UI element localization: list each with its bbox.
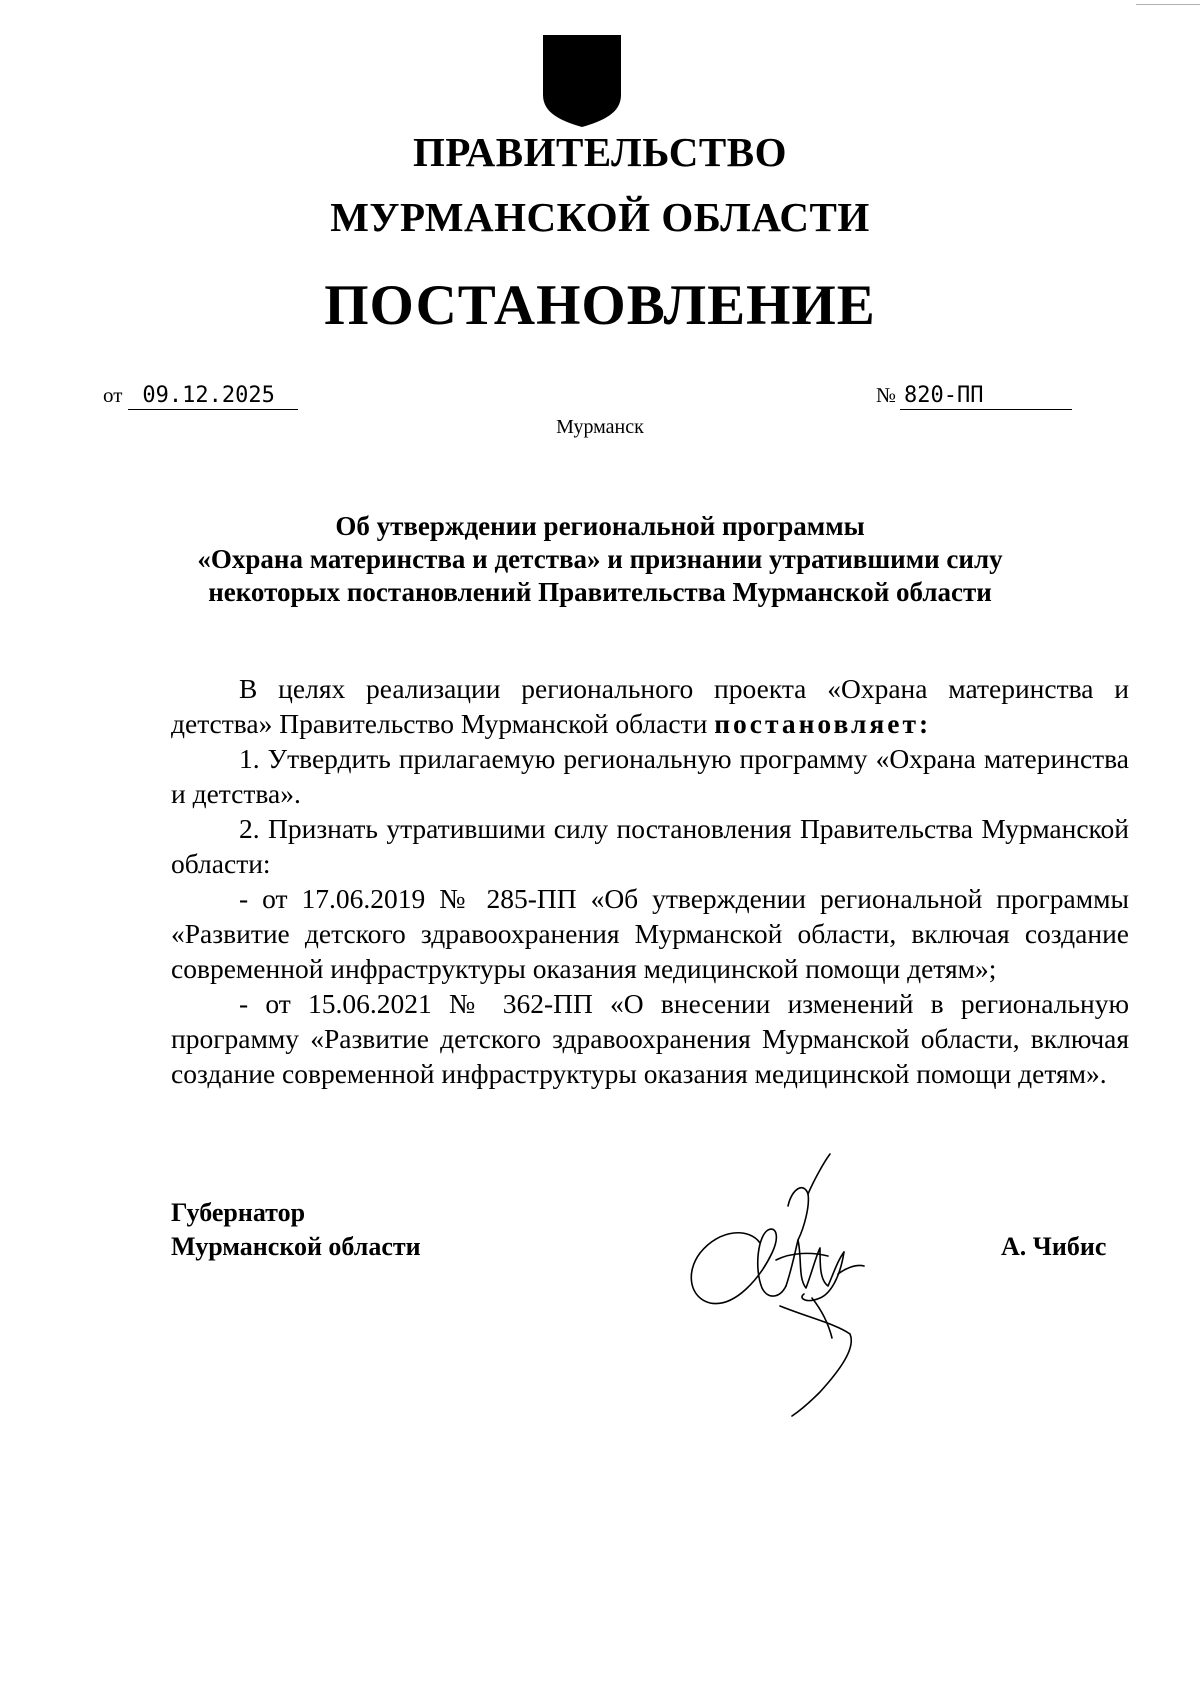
intro-paragraph	[171, 671, 1129, 741]
document-city: Мурманск	[556, 416, 644, 438]
document-date	[103, 380, 298, 410]
item-2-sub-1-paragraph: - от 17.06.2019 № 285-ПП «Об утверждении региональной программы «Развитие детского здравоохранения Мурманской области, включая создание современной инфраструктуры оказания медицинской помощи детям»;	[171, 883, 1129, 984]
signatory-position	[171, 1196, 421, 1264]
intro-end: :	[919, 708, 932, 739]
document-type-title: ПОСТАНОВЛЕНИЕ	[324, 274, 876, 337]
document-body	[171, 671, 1129, 1091]
date-value: 09.12.2025	[128, 383, 298, 410]
signatory-name: А. Чибис	[1001, 1232, 1107, 1261]
government-title-line2: МУРМАНСКОЙ ОБЛАСТИ	[330, 194, 870, 240]
item-1-paragraph: 1. Утвердить прилагаемую региональную программу «Охрана материнства и детства».	[171, 743, 1129, 809]
subject-line-2: «Охрана материнства и детства» и признании утратившими силу	[197, 544, 1003, 574]
intro-text: В целях реализации регионального проекта «Охрана материнства и детства» Правительство Мурманской области	[171, 673, 1129, 739]
coat-of-arms-shield-icon	[541, 33, 623, 129]
subject-line-3: некоторых постановлений Правительства Мурманской области	[208, 577, 992, 607]
number-value: 820-ПП	[900, 383, 1072, 410]
document-subject	[180, 510, 1020, 609]
intro-keyword: постановляет	[714, 708, 920, 739]
date-prefix: от	[103, 383, 123, 407]
document-number	[876, 380, 1072, 410]
subject-line-1: Об утверждении региональной программы	[335, 511, 865, 541]
signatory-position-line1: Губернатор	[171, 1198, 306, 1227]
government-title-line1: ПРАВИТЕЛЬСТВО	[412, 129, 788, 175]
scan-corner-mark	[1136, 4, 1200, 5]
signatory-position-line2: Мурманской области	[171, 1232, 421, 1261]
number-prefix: №	[876, 383, 897, 407]
item-2-sub-2-paragraph: - от 15.06.2021 № 362-ПП «О внесении изменений в региональную программу «Развитие детского здравоохранения Мурманской области, включая создание современной инфраструктуры оказания медицинской помощи детям».	[171, 988, 1129, 1089]
item-2-paragraph: 2. Признать утратившими силу постановления Правительства Мурманской области:	[171, 813, 1129, 879]
handwritten-signature-icon	[680, 1148, 880, 1418]
